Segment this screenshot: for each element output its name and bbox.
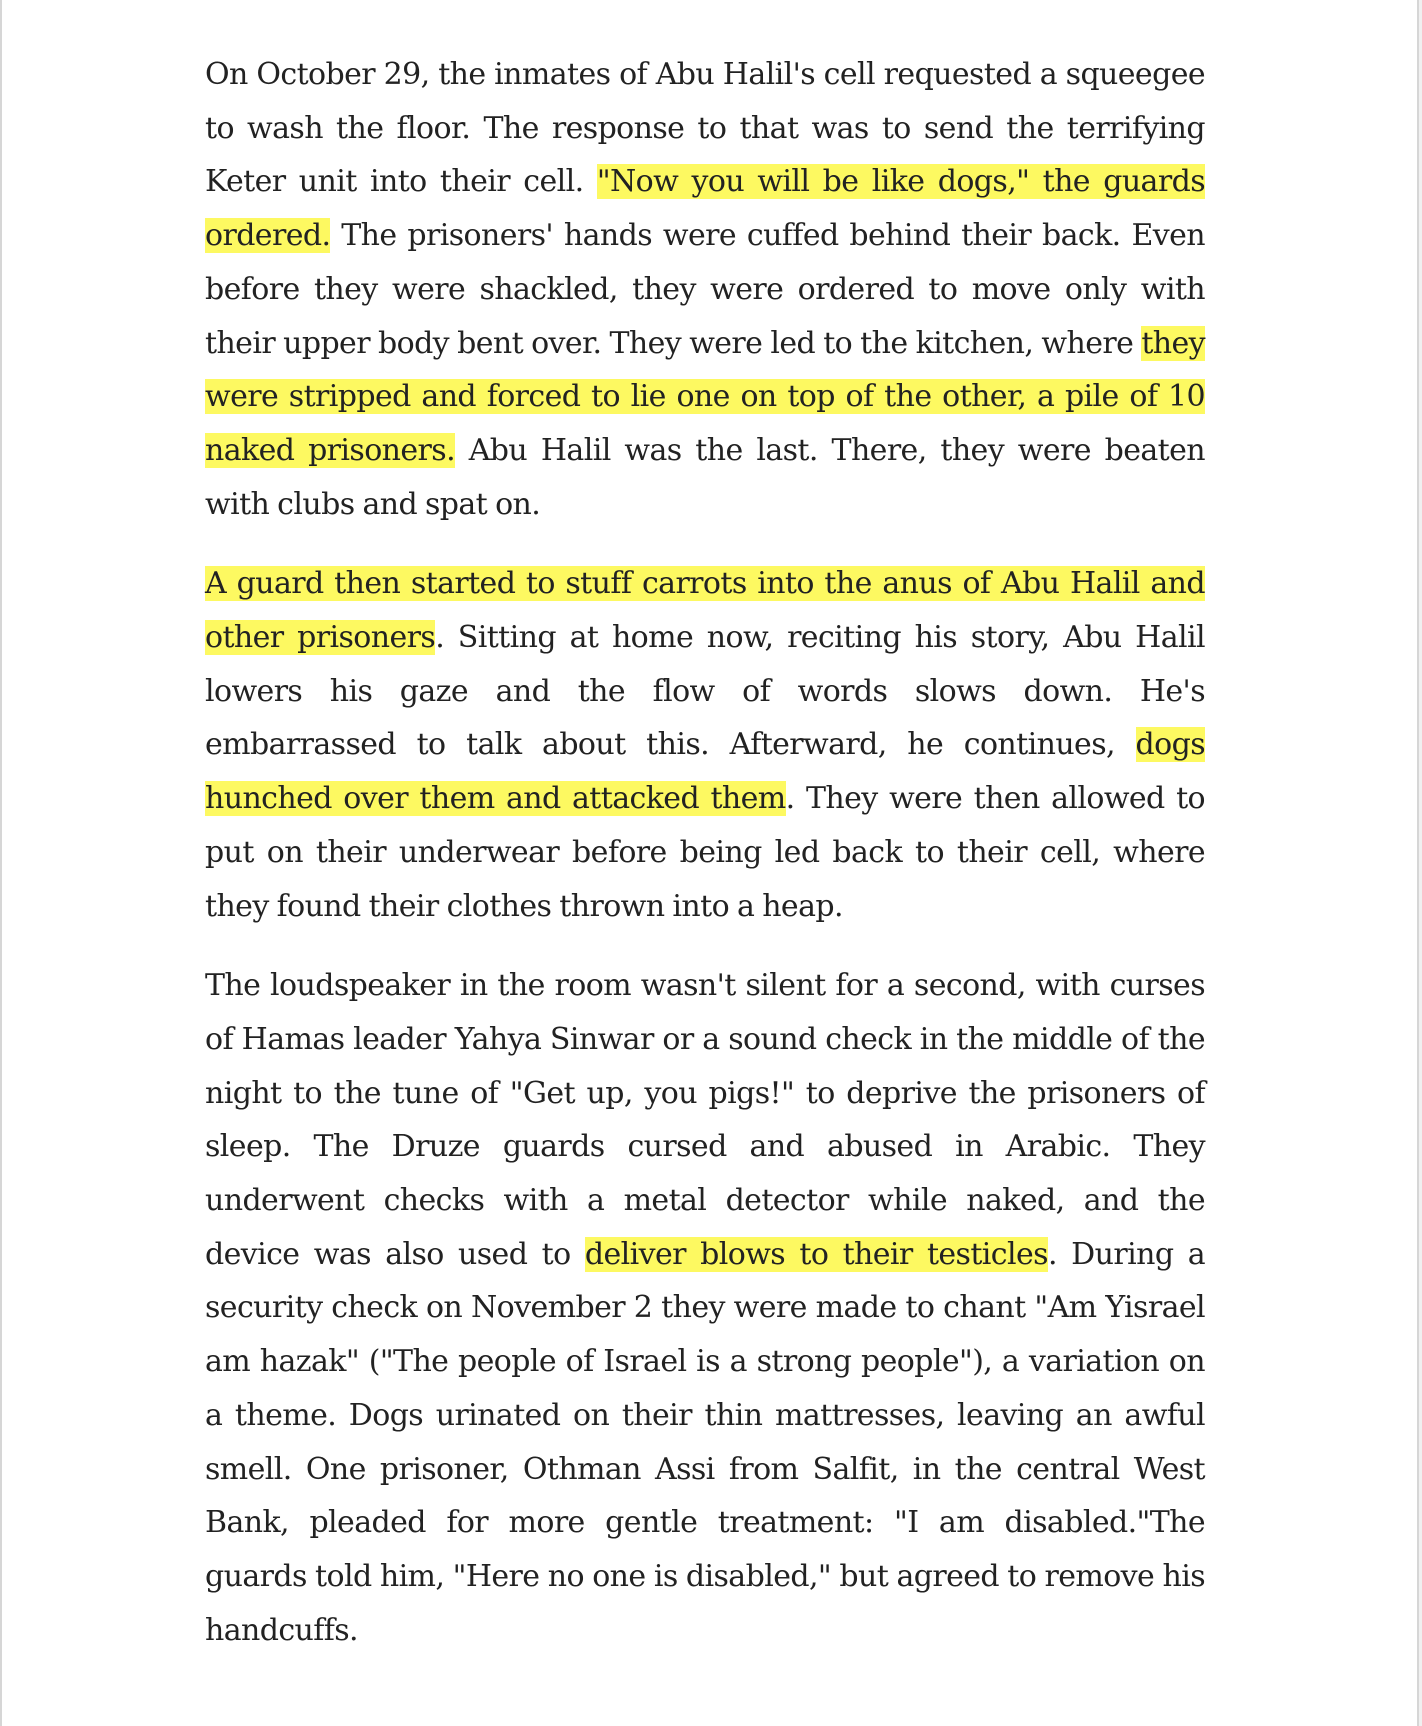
text-segment: . During a security check on November 2 they were made to chant "Am Yisrael am hazak" ("The people of Israel is a strong people"), a variation on a theme. Dogs urinated on their thin mattresses, leaving an awful smell. One prisoner, Othman Assi from Salfit, in the central West Bank, pleaded for more gentle treatment: "I am disabled."The guards told him, "Here no one is disabled," but agreed to remove his handcuffs. <box>205 1236 1206 1648</box>
text-segment: Abu Halil was the last. There, they were beaten with clubs and spat on. <box>205 432 1205 522</box>
paragraph-3 <box>205 959 1205 1657</box>
highlighted-text: A guard then started to stuff carrots into the anus of Abu Halil and other prisoners <box>205 566 1205 656</box>
highlighted-text: deliver blows to their testicles <box>584 1236 1048 1272</box>
text-segment: On October 29, the inmates of Abu Halil's cell requested a squeegee to wash the floor. The response to that was to send the terrifying Keter unit into their cell. <box>205 57 1205 200</box>
text-segment: . Sitting at home now, reciting his story, Abu Halil lowers his gaze and the flow of words slows down. He's embarrassed to talk about this. Afterward, he continues, <box>205 620 1205 763</box>
text-segment: The loudspeaker in the room wasn't silent for a second, with curses of Hamas leader Yahya Sinwar or a sound check in the middle of the night to the tune of "Get up, you pigs!" to deprive the prisoners of sleep. The Druze guards cursed and abused in Arabic. They underwent checks with a metal detector while naked, and the device was also used to <box>205 968 1205 1272</box>
text-segment: . They were then allowed to put on their underwear before being led back to their cell, where they found their clothes thrown into a heap. <box>205 781 1205 924</box>
paragraph-2 <box>205 557 1205 933</box>
highlighted-text: dogs hunched over them and attacked them <box>205 727 1205 817</box>
text-segment: The prisoners' hands were cuffed behind their back. Even before they were shackled, they were ordered to move only with their upper body bent over. They were led to the kitchen, where <box>205 218 1205 361</box>
highlighted-text: they were stripped and forced to lie one on top of the other, a pile of 10 naked prisoners. <box>205 325 1205 468</box>
paragraph-1 <box>205 48 1205 531</box>
highlighted-text: "Now you will be like dogs," the guards ordered. <box>205 164 1205 254</box>
article-body <box>205 48 1205 1683</box>
